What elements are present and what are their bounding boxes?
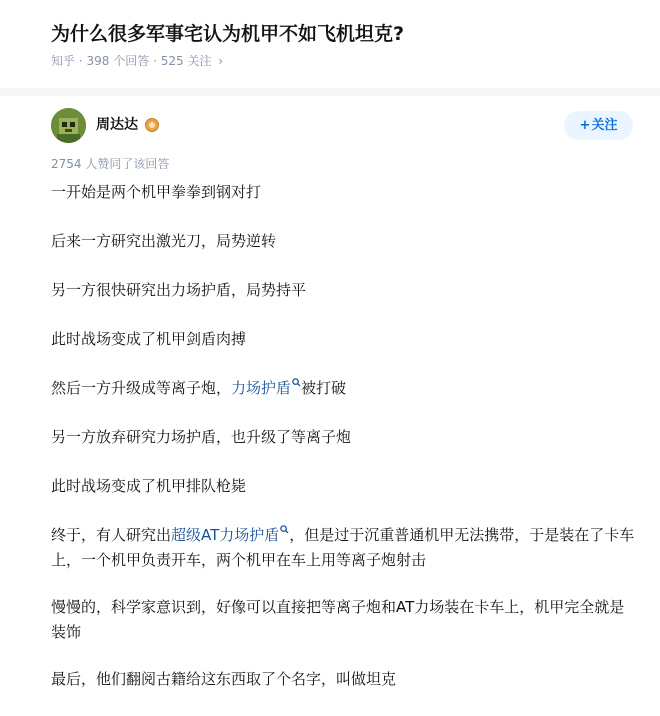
search-icon[interactable] [280, 525, 289, 534]
question-title[interactable]: 为什么很多军事宅认为机甲不如飞机坦克? [51, 23, 405, 45]
avatar-image [51, 108, 86, 143]
vote-summary: 2754 人赞同了该回答 [51, 157, 170, 171]
paragraph: 另一方很快研究出力场护盾，局势持平 [51, 281, 307, 299]
medal-icon [145, 118, 159, 132]
keyword-link[interactable]: 力场护盾 [231, 379, 292, 397]
plus-icon: + [579, 118, 591, 133]
keyword-link[interactable]: 超级AT力场护盾 [171, 526, 280, 544]
paragraph: 一开始是两个机甲拳拳到钢对打 [51, 183, 262, 201]
section-divider [0, 88, 660, 96]
author-name[interactable]: 周达达 [96, 117, 138, 133]
answer-content [51, 180, 636, 716]
paragraph: 后来一方研究出激光刀，局势逆转 [51, 232, 277, 250]
follow-button[interactable] [564, 111, 633, 140]
follow-label: 关注 [591, 118, 618, 133]
avatar[interactable] [51, 108, 86, 143]
paragraph: 另一方放弃研究力场护盾，也升级了等离子炮 [51, 428, 352, 446]
paragraph: 然后一方升级成等离子炮，力场护盾 被打破 [51, 379, 347, 397]
paragraph: 此时战场变成了机甲剑盾肉搏 [51, 330, 247, 348]
question-meta[interactable]: 知乎 · 398 个回答 · 525 关注 › [51, 54, 224, 68]
chevron-right-icon: › [218, 54, 224, 68]
paragraph: 此时战场变成了机甲排队枪毙 [51, 477, 247, 495]
search-icon[interactable] [292, 378, 301, 387]
source-label: 知乎 [51, 54, 76, 68]
paragraph: 终于，有人研究出超级AT力场护盾 ，但是过于沉重普通机甲无法携带，于是装在了卡车上，一个机甲负责开车，两个机甲在车上用等离子炮射击 [51, 526, 635, 569]
paragraph: 慢慢的，科学家意识到，好像可以直接把等离子炮和AT力场装在卡车上，机甲完全就是装饰 [51, 598, 625, 641]
follower-count: 525 关注 [160, 54, 212, 68]
answer-count: 398 个回答 [86, 54, 150, 68]
paragraph: 最后，他们翻阅古籍给这东西取了个名字，叫做坦克 [51, 670, 397, 688]
